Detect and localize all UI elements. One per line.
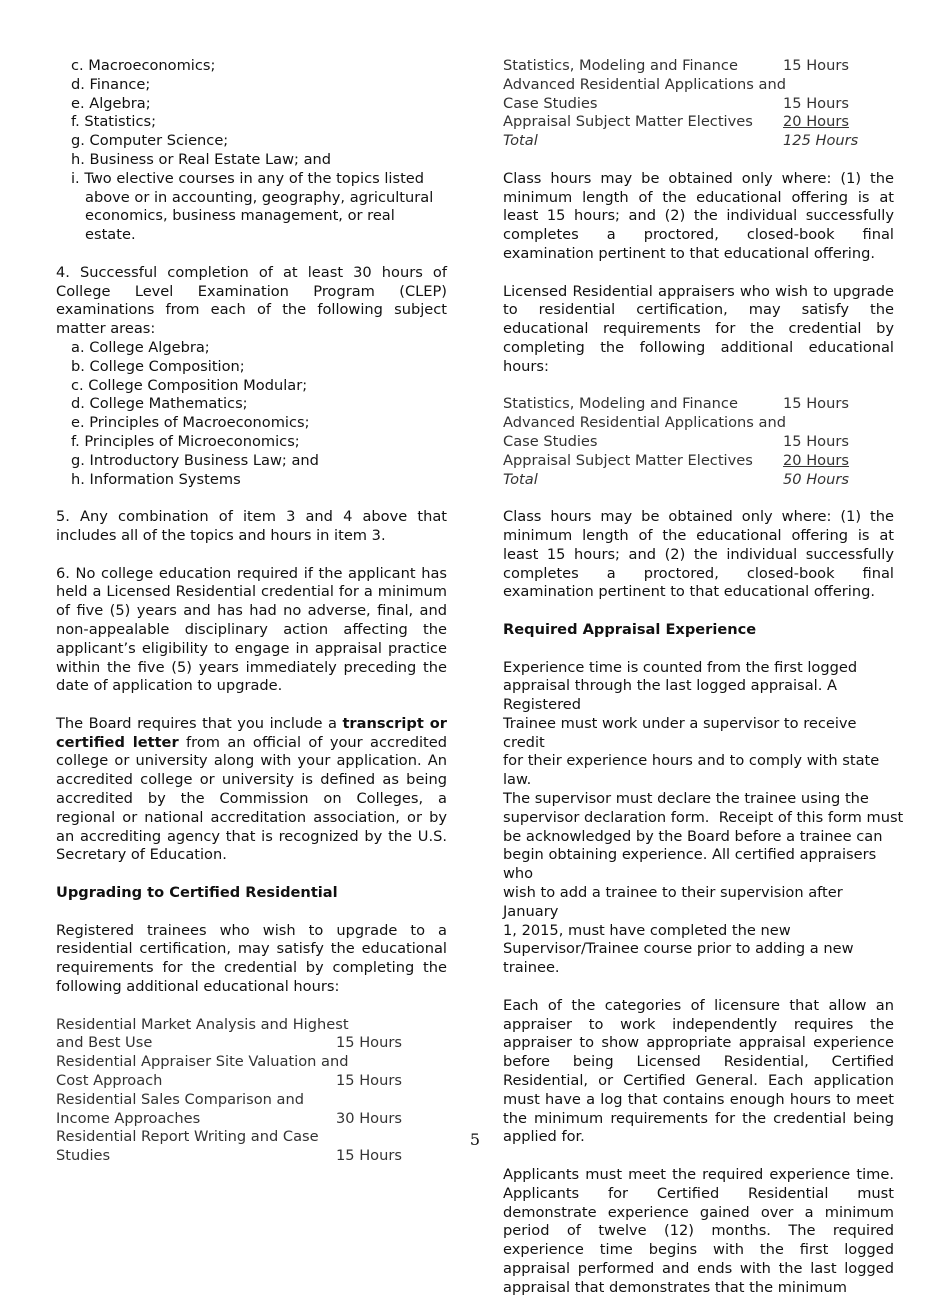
total-hours: 50 Hours — [783, 470, 849, 488]
list-item: e. Principles of Macroeconomics; — [71, 414, 310, 432]
item-4-paragraph: 4. Successful completion of at least 30 hours of College Level Examination Program (CLEP) examinations from each of the following subject matter areas: — [56, 263, 447, 338]
experience-line: Experience time is counted from the first logged — [503, 658, 858, 676]
table-row — [56, 1053, 402, 1072]
course-name-cont: Case Studies — [503, 432, 598, 450]
list-item: f. Principles of Microeconomics; — [71, 432, 300, 450]
course-hours: 15 Hours — [783, 432, 849, 450]
total-hours: 125 Hours — [783, 132, 859, 150]
experience-line: Trainee must work under a supervisor to receive credit — [503, 714, 857, 751]
experience-line: 1, 2015, must have completed the new — [503, 921, 791, 939]
list-item: c. Macroeconomics; — [71, 57, 216, 74]
experience-line: The supervisor must declare the trainee using the — [503, 790, 869, 808]
course-hours: 20 Hours — [783, 451, 849, 469]
item-5-paragraph: 5. Any combination of item 3 and 4 above that includes all of the topics and hours in item 3. — [56, 508, 447, 544]
table-row — [503, 95, 858, 114]
experience-time-paragraph: Applicants must meet the required experience time. Applicants for Certified Residential must demonstrate experience gained over a minimum period of twelve (12) months. The required experience time begins with the first logged appraisal performed and ends with the last logged appraisal that demonstrates that the minimum — [503, 1166, 894, 1296]
table-row — [503, 57, 858, 76]
upgrade-paragraph: Registered trainees who wish to upgrade to a residential certification, may satisfy the educational requirements for the credential by completing the following additional educational hours: — [56, 921, 447, 996]
item-6-paragraph: 6. No college education required if the applicant has held a Licensed Residential credential for a minimum of five (5) years and has had no adverse, final, and non-appealable disciplinary action affecting the applicant’s eligibility to engage in appraisal practice within the five (5) years immediately preceding the date of application to upgrade. — [56, 564, 447, 695]
course-name: Statistics, Modeling and Finance — [503, 57, 738, 74]
course-name: Residential Market Analysis and Highest — [56, 1015, 349, 1033]
list-item: b. College Composition; — [71, 357, 245, 375]
course-hours: 20 Hours — [783, 113, 849, 131]
course-name: Appraisal Subject Matter Electives — [503, 113, 753, 131]
transcript-emphasis: transcript or certified letter — [56, 714, 447, 751]
list-item: a. College Algebra; — [71, 338, 210, 356]
list-item: f. Statistics; — [71, 113, 156, 131]
list-item-4-subitems — [56, 339, 447, 489]
board-text-start: The Board requires that you include a — [56, 714, 343, 732]
table-row — [503, 132, 858, 151]
table-row — [56, 1091, 402, 1110]
course-hours: 15 Hours — [783, 57, 849, 74]
list-item: g. Computer Science; — [71, 132, 229, 150]
class-hours-paragraph: Class hours may be obtained only where: (1) the minimum length of the educational offering is at least 15 hours; and (2) the individual successfully completes a proctored, closed-book final examination pertinent to that educational offering. — [503, 169, 894, 262]
table-row — [56, 1034, 402, 1053]
course-name: Statistics, Modeling and Finance — [503, 395, 738, 413]
experience-line: be acknowledged by the Board before a trainee can — [503, 827, 883, 845]
course-hours: 15 Hours — [783, 395, 849, 413]
list-item: c. College Composition Modular; — [71, 376, 308, 394]
licensed-upgrade-paragraph: Licensed Residential appraisers who wish to upgrade to residential certification, may satisfy the educational requirements for the credential by completing the following additional educational hours: — [503, 282, 894, 375]
licensed-upgrade-hours-table — [503, 395, 849, 489]
list-item: h. Business or Real Estate Law; and — [71, 150, 332, 168]
table-row — [56, 1110, 402, 1129]
course-name-cont: Cost Approach — [56, 1072, 163, 1090]
course-name: Residential Sales Comparison and — [56, 1090, 304, 1108]
list-item-3-subitems — [56, 57, 447, 245]
trainee-upgrade-hours-table — [503, 57, 858, 151]
list-item: d. Finance; — [71, 75, 151, 93]
course-name-cont: Income Approaches — [56, 1109, 201, 1127]
course-name-cont: and Best Use — [56, 1034, 153, 1052]
experience-line: for their experience hours and to comply with state law. — [503, 752, 880, 789]
table-row — [503, 452, 849, 471]
table-row — [503, 433, 849, 452]
list-item: h. Information Systems — [71, 470, 241, 488]
table-row — [503, 395, 849, 414]
class-hours-paragraph-2: Class hours may be obtained only where: (1) the minimum length of the educational offering is at least 15 hours; and (2) the individual successfully completes a proctored, closed-book final examination pertinent to that educational offering. — [503, 508, 894, 601]
course-name: Residential Appraiser Site Valuation and — [56, 1053, 349, 1071]
course-name: Residential Report Writing and Case — [56, 1128, 319, 1146]
total-label: Total — [503, 470, 538, 488]
course-name: Appraisal Subject Matter Electives — [503, 451, 753, 469]
table-row — [56, 1072, 402, 1091]
page-number: 5 — [469, 1130, 481, 1149]
list-item: i. Two elective courses in any of the topics listed above or in accounting, geography, agricultural economics, business management, or real estate. — [71, 169, 434, 244]
list-item: g. Introductory Business Law; and — [71, 451, 319, 469]
experience-paragraph — [503, 658, 904, 979]
list-item: d. College Mathematics; — [71, 395, 248, 413]
transcript-requirement-paragraph — [56, 715, 447, 865]
experience-line: supervisor declaration form. Receipt of this form must — [503, 808, 904, 826]
board-text-end: from an official of your accredited college or university along with your application. An accredited college or university is defined as being accredited by the Commission on Colleges, a regional or national accreditation association, or by an accrediting agency that is recognized by the U.S. Secretary of Education. — [56, 733, 447, 864]
table-row — [503, 414, 849, 433]
course-name: Advanced Residential Applications and — [503, 414, 786, 432]
table-row — [56, 1147, 402, 1166]
course-name-cont: Studies — [56, 1147, 111, 1165]
right-column — [503, 57, 904, 1316]
course-hours: 30 Hours — [336, 1109, 402, 1127]
course-hours: 15 Hours — [336, 1034, 402, 1052]
total-label: Total — [503, 132, 538, 150]
experience-line: Supervisor/Trainee course prior to adding a new trainee. — [503, 940, 854, 977]
experience-heading: Required Appraisal Experience — [503, 620, 757, 638]
table-row — [503, 113, 858, 132]
course-hours: 15 Hours — [783, 94, 849, 112]
experience-line: begin obtaining experience. All certified appraisers who — [503, 846, 877, 883]
course-name: Advanced Residential Applications and — [503, 75, 786, 93]
upgrade-heading: Upgrading to Certified Residential — [56, 884, 338, 902]
left-column — [56, 57, 447, 1185]
licensure-categories-paragraph: Each of the categories of licensure that allow an appraiser to work independently requires the appraiser to show appropriate appraisal experience before being Licensed Residential, Certified Residential, or Certified General. Each application must have a log that contains enough hours to meet the minimum requirements for the credential being applied for. — [503, 996, 894, 1146]
table-row — [503, 76, 858, 95]
experience-line: wish to add a trainee to their supervision after January — [503, 884, 843, 920]
course-hours: 15 Hours — [336, 1147, 402, 1165]
course-hours: 15 Hours — [336, 1072, 402, 1090]
table-row — [56, 1016, 402, 1035]
course-name-cont: Case Studies — [503, 94, 598, 112]
experience-line: appraisal through the last logged appraisal. A Registered — [503, 677, 837, 714]
table-row — [503, 471, 849, 490]
list-item: e. Algebra; — [71, 94, 151, 112]
